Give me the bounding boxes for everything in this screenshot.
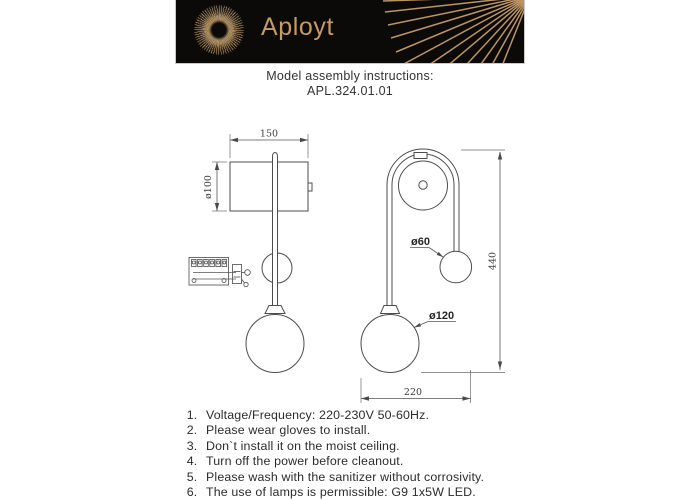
technical-drawing: [175, 108, 525, 413]
dim-total-width: 220: [403, 387, 423, 398]
dim-mount-width: 150: [259, 128, 279, 140]
dim-ball-diameter: ø60: [411, 236, 430, 248]
dim-globe-diameter: ø120: [429, 310, 455, 322]
brand-logo-text: Aployt: [261, 13, 335, 41]
page-title: Model assembly instructions:: [266, 69, 434, 83]
rays-decoration: [176, 0, 524, 63]
page-title-block: [0, 69, 700, 99]
model-number: APL.324.01.01: [307, 84, 393, 98]
instructions-list: [184, 408, 604, 500]
side-view: [189, 129, 312, 373]
dim-total-height: 440: [487, 251, 499, 271]
instruction-item: 5. Please wash with the sanitizer without corrosivity.: [201, 470, 604, 485]
instruction-item: 1. Voltage/Frequency: 220-230V 50-60Hz.: [201, 408, 604, 423]
dim-mount-diameter: ø100: [203, 175, 214, 199]
front-view: [361, 149, 505, 403]
instruction-item: 4. Turn off the power before cleanout.: [201, 454, 604, 469]
wiring-diagram: [189, 258, 250, 287]
instruction-item: 6. The use of lamps is permissible: G9 1x5W LED.: [201, 485, 604, 500]
instruction-item: 2. Please wear gloves to install.: [201, 423, 604, 438]
instruction-item: 3. Don`t install it on the moist ceiling.: [201, 439, 604, 454]
instructions-section: [184, 408, 604, 500]
brand-banner: [176, 0, 524, 63]
